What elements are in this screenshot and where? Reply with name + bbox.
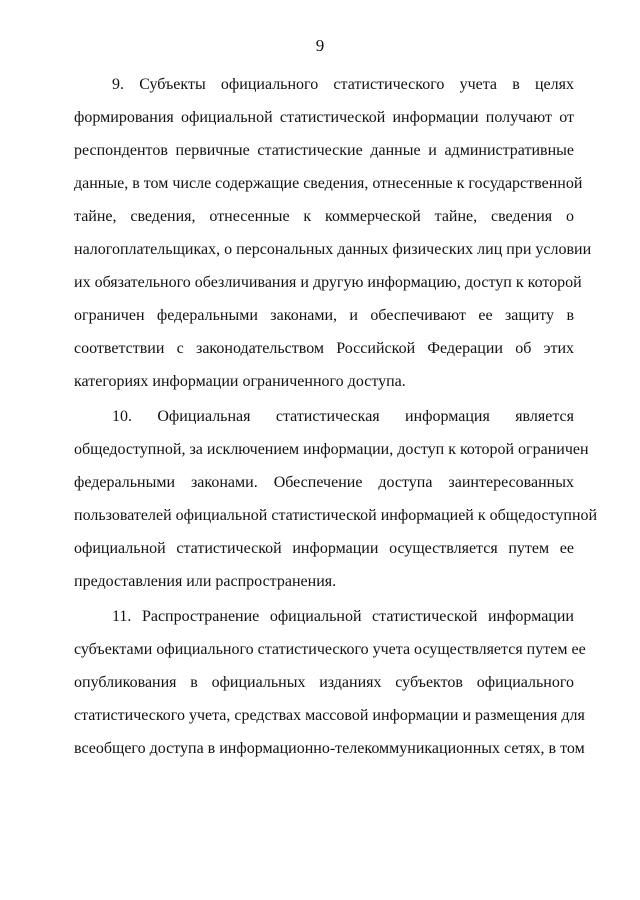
- text-line: ограничен федеральными законами, и обеспечивают ее защиту в: [74, 307, 574, 324]
- paragraph-10: [74, 400, 598, 598]
- text-line: 10. Официальная статистическая информация является: [112, 408, 574, 425]
- text-line: 9. Субъекты официального статистического учета в целях: [112, 76, 574, 93]
- text-line: соответствии с законодательством Российской Федерации об этих: [74, 340, 574, 357]
- document-body: [74, 68, 598, 765]
- text-line: категориях информации ограниченного доступа.: [74, 373, 406, 390]
- text-line: 11. Распространение официальной статистической информации: [112, 608, 574, 625]
- text-line: налогоплательщиках, о персональных данных физических лиц при условии: [74, 241, 592, 258]
- text-line: формирования официальной статистической информации получают от: [74, 109, 574, 126]
- text-line: всеобщего доступа в информационно-телекоммуникационных сетях, в том: [74, 740, 585, 757]
- paragraph-9: [74, 68, 592, 398]
- text-line: их обязательного обезличивания и другую информацию, доступ к которой: [74, 274, 582, 291]
- text-line: предоставления или распространения.: [74, 573, 337, 590]
- text-line: пользователей официальной статистической информацией к общедоступной: [74, 507, 598, 524]
- text-line: общедоступной, за исключением информации, доступ к которой ограничен: [74, 441, 589, 458]
- page-number: 9: [315, 36, 325, 55]
- paragraph-11: [74, 600, 586, 765]
- text-line: опубликования в официальных изданиях субъектов официального: [74, 674, 574, 691]
- text-line: субъектами официального статистического учета осуществляется путем ее: [74, 641, 586, 658]
- text-line: тайне, сведения, отнесенные к коммерческой тайне, сведения о: [74, 208, 574, 225]
- text-line: данные, в том числе содержащие сведения, отнесенные к государственной: [74, 175, 583, 192]
- text-line: официальной статистической информации осуществляется путем ее: [74, 540, 574, 557]
- text-line: федеральными законами. Обеспечение доступа заинтересованных: [74, 474, 574, 491]
- text-line: статистического учета, средствах массовой информации и размещения для: [74, 707, 585, 724]
- text-line: респондентов первичные статистические данные и административные: [74, 142, 574, 159]
